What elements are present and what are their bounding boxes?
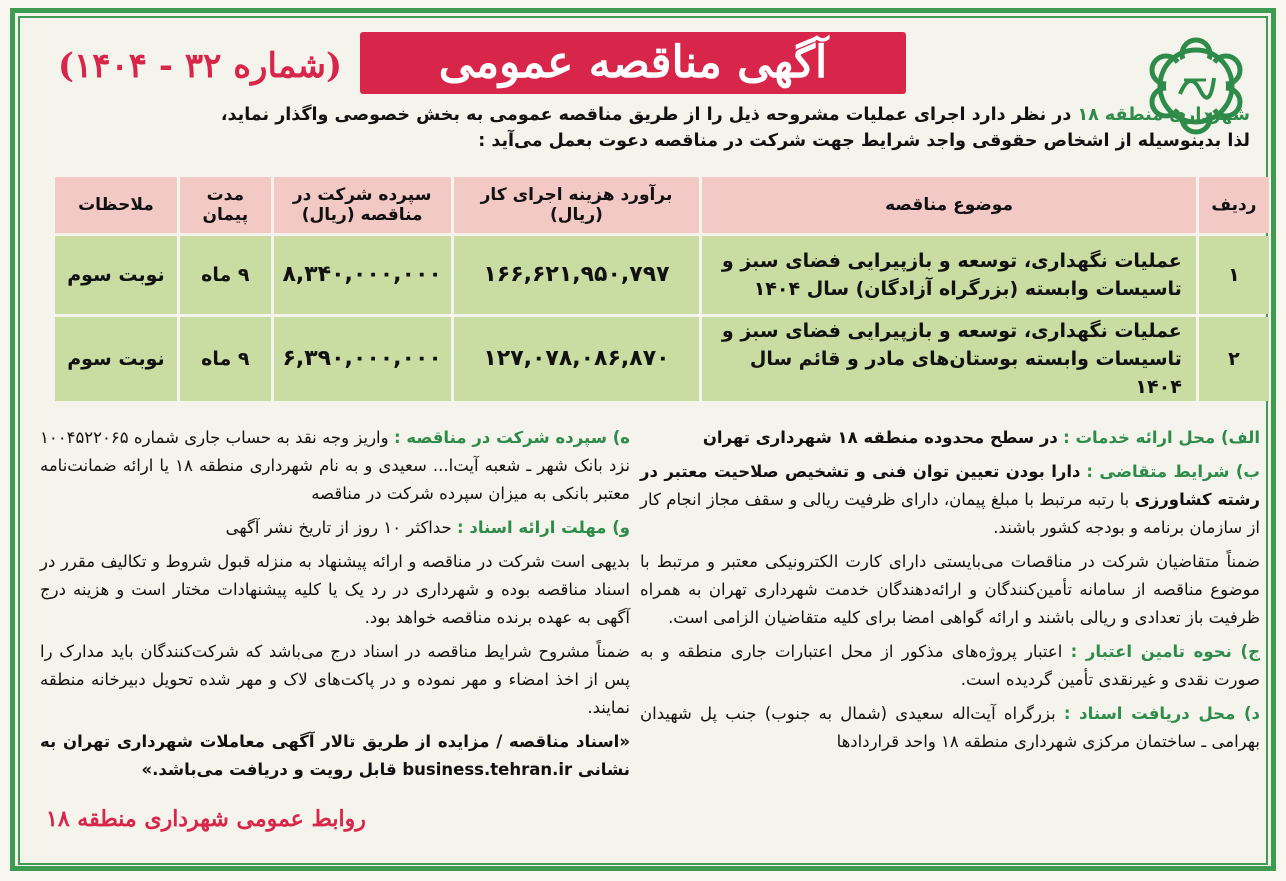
section-c bbox=[640, 638, 1260, 694]
section-d bbox=[640, 700, 1260, 756]
section-i bbox=[40, 728, 630, 784]
section-f bbox=[40, 514, 630, 542]
tender-table bbox=[52, 174, 1272, 404]
cell-estimate: ۱۲۷,۰۷۸,۰۸۶,۸۷۰ bbox=[454, 317, 700, 401]
section-b-extra: ضمناً متقاضیان شرکت در مناقصات می‌بایستی دارای کارت الکترونیکی معتبر و مرتبط با موضوع مناقصه از سامانه تأمین‌کنندگان و ارائه‌دهندگان خدمت شهرداری تهران به همراه ظرفیت باز تعدادی و ریالی باشند و ارائه گواهی امضا برای کلیه متقاضیان الزامی است. bbox=[640, 552, 1260, 627]
public-relations-signature: روابط عمومی شهرداری منطقه ۱۸ bbox=[46, 806, 366, 832]
section-a-heading: الف) محل ارائه خدمات : bbox=[1063, 428, 1260, 447]
section-h-text: ضمناً مشروح شرایط مناقصه در اسناد درج می‌باشد که شرکت‌کنندگان باید مدارک را پس از اخذ امضاء و مهر نموده و در پاکت‌های لاک و مهر شده تحویل دبیرخانه منطقه نمایند. bbox=[40, 642, 630, 717]
notice-number: (شماره ۳۲ - ۱۴۰۴) bbox=[57, 46, 343, 86]
conditions-column-right bbox=[640, 424, 1260, 762]
table-header-row bbox=[55, 177, 1269, 233]
business-portal-link[interactable]: business.tehran.ir bbox=[402, 760, 573, 779]
section-b-bold: دارا بودن تعیین توان فنی و تشخیص صلاحیت معتبر در رشته کشاورزی bbox=[640, 462, 1261, 509]
section-f-text: حداکثر ۱۰ روز از تاریخ نشر آگهی bbox=[225, 518, 452, 537]
section-a bbox=[640, 424, 1260, 452]
cell-notes: نوبت سوم bbox=[55, 317, 177, 401]
header-deposit: سپرده شرکت در مناقصه (ریال) bbox=[274, 177, 451, 233]
cell-subject: عملیات نگهداری، توسعه و بازپیرایی فضای سبز و تاسیسات وابسته بوستان‌های مادر و قائم سال ۱۴۰۴ bbox=[702, 317, 1195, 401]
section-e-heading: ه) سپرده شرکت در مناقصه : bbox=[393, 428, 631, 447]
cell-deposit: ۶,۳۹۰,۰۰۰,۰۰۰ bbox=[274, 317, 451, 401]
cell-estimate: ۱۶۶,۶۲۱,۹۵۰,۷۹۷ bbox=[454, 236, 700, 314]
intro-paragraph bbox=[30, 102, 1250, 154]
section-a-text: در سطح محدوده منطقه ۱۸ شهرداری تهران bbox=[702, 428, 1058, 447]
intro-line-1: در نظر دارد اجرای عملیات مشروحه ذیل را از طریق مناقصه عمومی به بخش خصوصی واگذار نماید، bbox=[220, 105, 1072, 125]
header-row-number: ردیف bbox=[1199, 177, 1269, 233]
section-g-text: بدیهی است شرکت در مناقصه و ارائه پیشنهاد به منزله قبول شروط و تکالیف مقرر در اسناد مناقصه بوده و شهرداری در رد یک یا کلیه پیشنهادات مختار است و هزینه درج آگهی به عهده برنده مناقصه خواهد بود. bbox=[40, 552, 630, 627]
section-b-text: با رتبه مرتبط با مبلغ پیمان، دارای ظرفیت ریالی و سقف مجاز انجام کار از سازمان برنامه و بودجه کشور باشند. bbox=[640, 490, 1260, 537]
section-d-text: بزرگراه آیت‌اله سعیدی (شمال به جنوب) جنب پل شهیدان بهرامی ـ ساختمان مرکزی شهرداری منطقه ۱۸ واحد قراردادها bbox=[640, 704, 1260, 751]
header-subject: موضوع مناقصه bbox=[702, 177, 1195, 233]
header-duration: مدت پیمان bbox=[180, 177, 271, 233]
header-notes: ملاحظات bbox=[55, 177, 177, 233]
issuer-name: شهرداری منطقه ۱۸ bbox=[1077, 105, 1250, 125]
cell-duration: ۹ ماه bbox=[180, 236, 271, 314]
header-estimate: برآورد هزینه اجرای کار (ریال) bbox=[454, 177, 700, 233]
section-e-text: واریز وجه نقد به حساب جاری شماره ۱۰۰۴۵۲۲۰۶۵ نزد بانک شهر ـ شعبه آیت‌ا... سعیدی و به نام شهرداری منطقه ۱۸ یا ارائه ضمانت‌نامه معتبر بانکی به میزان سپرده شرکت در مناقصه bbox=[40, 428, 630, 503]
section-d-heading: د) محل دریافت اسناد : bbox=[1063, 704, 1260, 723]
notice-title: آگهی مناقصه عمومی bbox=[360, 32, 906, 94]
cell-row-number: ۱ bbox=[1199, 236, 1269, 314]
cell-subject: عملیات نگهداری، توسعه و بازپیرایی فضای سبز و تاسیسات وابسته (بزرگراه آزادگان) سال ۱۴۰۴ bbox=[702, 236, 1195, 314]
cell-deposit: ۸,۳۴۰,۰۰۰,۰۰۰ bbox=[274, 236, 451, 314]
cell-row-number: ۲ bbox=[1199, 317, 1269, 401]
intro-line-2: لذا بدینوسیله از اشخاص حقوقی واجد شرایط جهت شرکت در مناقصه دعوت بعمل می‌آید : bbox=[478, 131, 1250, 151]
section-b bbox=[640, 458, 1260, 542]
section-e bbox=[40, 424, 630, 508]
section-b-heading: ب) شرایط متقاضی : bbox=[1086, 462, 1260, 481]
section-f-heading: و) مهلت ارائه اسناد : bbox=[457, 518, 630, 537]
section-c-heading: ج) نحوه تامین اعتبار : bbox=[1070, 642, 1260, 661]
section-i-tail: قابل رویت و دریافت می‌باشد.» bbox=[141, 760, 397, 779]
section-i-text: «اسناد مناقصه / مزایده از طریق تالار آگهی معاملات شهرداری تهران به نشانی bbox=[40, 732, 630, 779]
cell-notes: نوبت سوم bbox=[55, 236, 177, 314]
conditions-column-left bbox=[40, 424, 630, 790]
section-c-text: اعتبار پروژه‌های مذکور از محل اعتبارات جاری منطقه و به صورت نقدی و غیرنقدی تأمین گردیده است. bbox=[640, 642, 1260, 689]
table-row bbox=[55, 236, 1269, 314]
cell-duration: ۹ ماه bbox=[180, 317, 271, 401]
table-row bbox=[55, 317, 1269, 401]
